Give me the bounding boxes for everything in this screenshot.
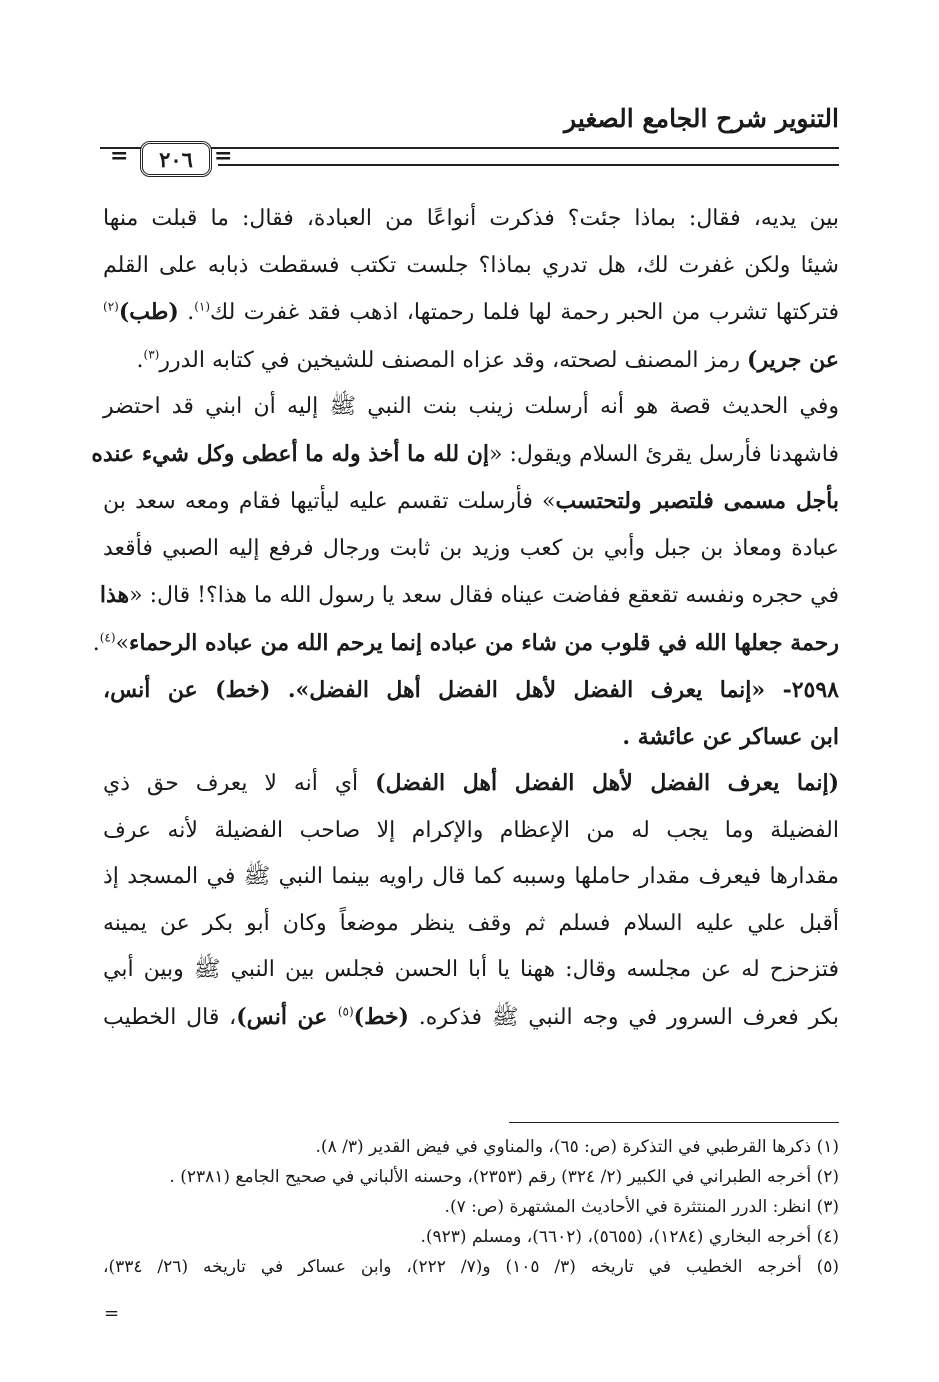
source-code: (خط) xyxy=(353,1003,409,1030)
text-line: مقدارها فيعرف مقدار حاملها وسببه كما قال راويه بينما النبي ﷺ في المسجد إذ xyxy=(103,864,839,889)
header-right-mark: = xyxy=(214,143,233,169)
narrator: عن أنس) xyxy=(236,1003,338,1030)
hadith-entry xyxy=(103,667,839,760)
hadith-quote: هذا xyxy=(99,582,130,608)
footnote-continuation-mark: = xyxy=(104,1303,120,1324)
text-run: رمز المصنف لصحته، وقد عزاه المصنف للشيخين في كتابه الدرر xyxy=(159,347,748,373)
text-run: فتركتها تشرب من الحبر رحمة لها فلما رحمتها، اذهب فقد غفرت لك xyxy=(210,300,839,325)
paragraph-2 xyxy=(91,384,840,667)
text-line xyxy=(103,337,839,385)
hadith-quote: بأجل مسمى فلتصبر ولتحتسب xyxy=(555,488,840,514)
text-line xyxy=(103,994,839,1042)
footnotes xyxy=(103,1132,839,1282)
text-line xyxy=(103,760,839,808)
header-rule-lower xyxy=(218,164,839,166)
paragraph-1 xyxy=(103,196,839,384)
text-run: » فأرسلت تقسم عليه ليأتيها فقام ومعه سعد بن xyxy=(103,489,556,514)
text-line xyxy=(103,667,839,714)
footnote-5: (٥) أخرجه الخطيب في تاريخه (٣/ ١٠٥) و(٧/ ٢٢٢)، وابن عساكر في تاريخه (٢٦/ ٣٣٤)، xyxy=(103,1257,839,1277)
hadith-quote: إن لله ما أخذ وله ما أعطى وكل شيء عنده xyxy=(91,440,490,467)
text-line: بين يديه، فقال: بماذا جئت؟ فذكرت أنواعًا من العبادة، فقال: ما قبلت منها xyxy=(103,206,839,231)
text-line: أقبل علي عليه السلام فسلم ثم وقف ينظر موضعاً وكان أبو بكر عن يمينه xyxy=(103,910,839,936)
footnote-2: (٢) أخرجه الطبراني في الكبير (٢/ ٣٢٤) رقم (٢٣٥٣)، وحسنه الألباني في صحيح الجامع (٢٣٨١) . xyxy=(169,1167,839,1187)
hadith-quote: رحمة جعلها الله في قلوب من شاء من عباده إنما يرحم الله من عباده الرحماء xyxy=(129,629,839,656)
footnote-ref-5: (٥) xyxy=(337,1004,354,1019)
main-text xyxy=(91,196,840,1041)
paragraph-3 xyxy=(103,760,839,1041)
text-line xyxy=(103,289,839,337)
hadith-number: ٢٥٩٨- xyxy=(765,677,839,703)
footnote-ref-2: (٢) xyxy=(103,299,119,314)
header-left-mark: = xyxy=(110,143,129,169)
hadith-text: «إنما يعرف الفضل لأهل الفضل أهل الفضل». (خط) عن أنس، xyxy=(103,677,766,703)
text-run: . xyxy=(136,347,144,373)
footnote-3: (٣) انظر: الدرر المنتثرة في الأحاديث المشتهرة (ص: ٧). xyxy=(444,1197,839,1217)
text-run: في حجره ونفسه تقعقع ففاضت عيناه فقال سعد يا رسول الله ما هذا؟! قال: « xyxy=(129,583,839,608)
footnote-ref-1: (١) xyxy=(194,299,211,314)
text-line: الفضيلة وما يجب له من الإعظام والإكرام إلا صاحب الفضيلة لأنه عرف xyxy=(103,817,839,843)
text-line: ابن عساكر عن عائشة . xyxy=(622,723,839,750)
text-line xyxy=(92,620,839,668)
footnote-ref-3: (٣) xyxy=(143,347,160,362)
text-run: . xyxy=(178,300,195,325)
narrator: عن جرير) xyxy=(747,346,839,373)
text-run: ، قال الخطيب xyxy=(103,1004,237,1030)
text-run: . xyxy=(92,630,100,656)
source-code: (طب) xyxy=(118,299,179,325)
text-line xyxy=(99,572,839,620)
text-line: عبادة ومعاذ بن جبل وأبي بن كعب وزيد بن ثابت ورجال فرفع إليه الصبي فأقعد xyxy=(103,535,839,561)
text-line xyxy=(91,431,839,479)
text-run: أي أنه لا يعرف حق ذي xyxy=(103,771,376,796)
footnote-4: (٤) أخرجه البخاري (١٢٨٤)، (٥٦٥٥)، (٦٦٠٢)، ومسلم (٩٢٣). xyxy=(420,1227,839,1247)
text-line xyxy=(103,478,839,526)
text-run: » xyxy=(115,630,130,656)
text-run: بكر فعرف السرور في وجه النبي ﷺ فذكره. xyxy=(408,1004,839,1030)
text-line: شيئا ولكن غفرت لك، هل تدري بماذا؟ جلست تكتب فسقطت ذبابه على القلم xyxy=(103,252,839,278)
hadith-quote: (إنما يعرف الفضل لأهل الفضل أهل الفضل) xyxy=(375,770,839,796)
footnote-separator xyxy=(509,1122,839,1123)
footnote-ref-4: (٤) xyxy=(99,630,116,645)
text-line: وفي الحديث قصة هو أنه أرسلت زينب بنت النبي ﷺ إليه أن ابني قد احتضر xyxy=(103,394,839,419)
running-header-title: التنوير شرح الجامع الصغير xyxy=(564,104,839,133)
text-line: فتزحزح له عن مجلسه وقال: ههنا يا أبا الحسن فجلس بين النبي ﷺ وبين أبي xyxy=(103,957,839,982)
page-number: ٢٠٦ xyxy=(140,141,212,177)
footnote-1: (١) ذكرها القرطبي في التذكرة (ص: ٦٥)، والمناوي في فيض القدير (٣/ ٨). xyxy=(315,1137,839,1157)
text-run: فاشهدنا فأرسل يقرئ السلام ويقول: « xyxy=(489,441,839,467)
